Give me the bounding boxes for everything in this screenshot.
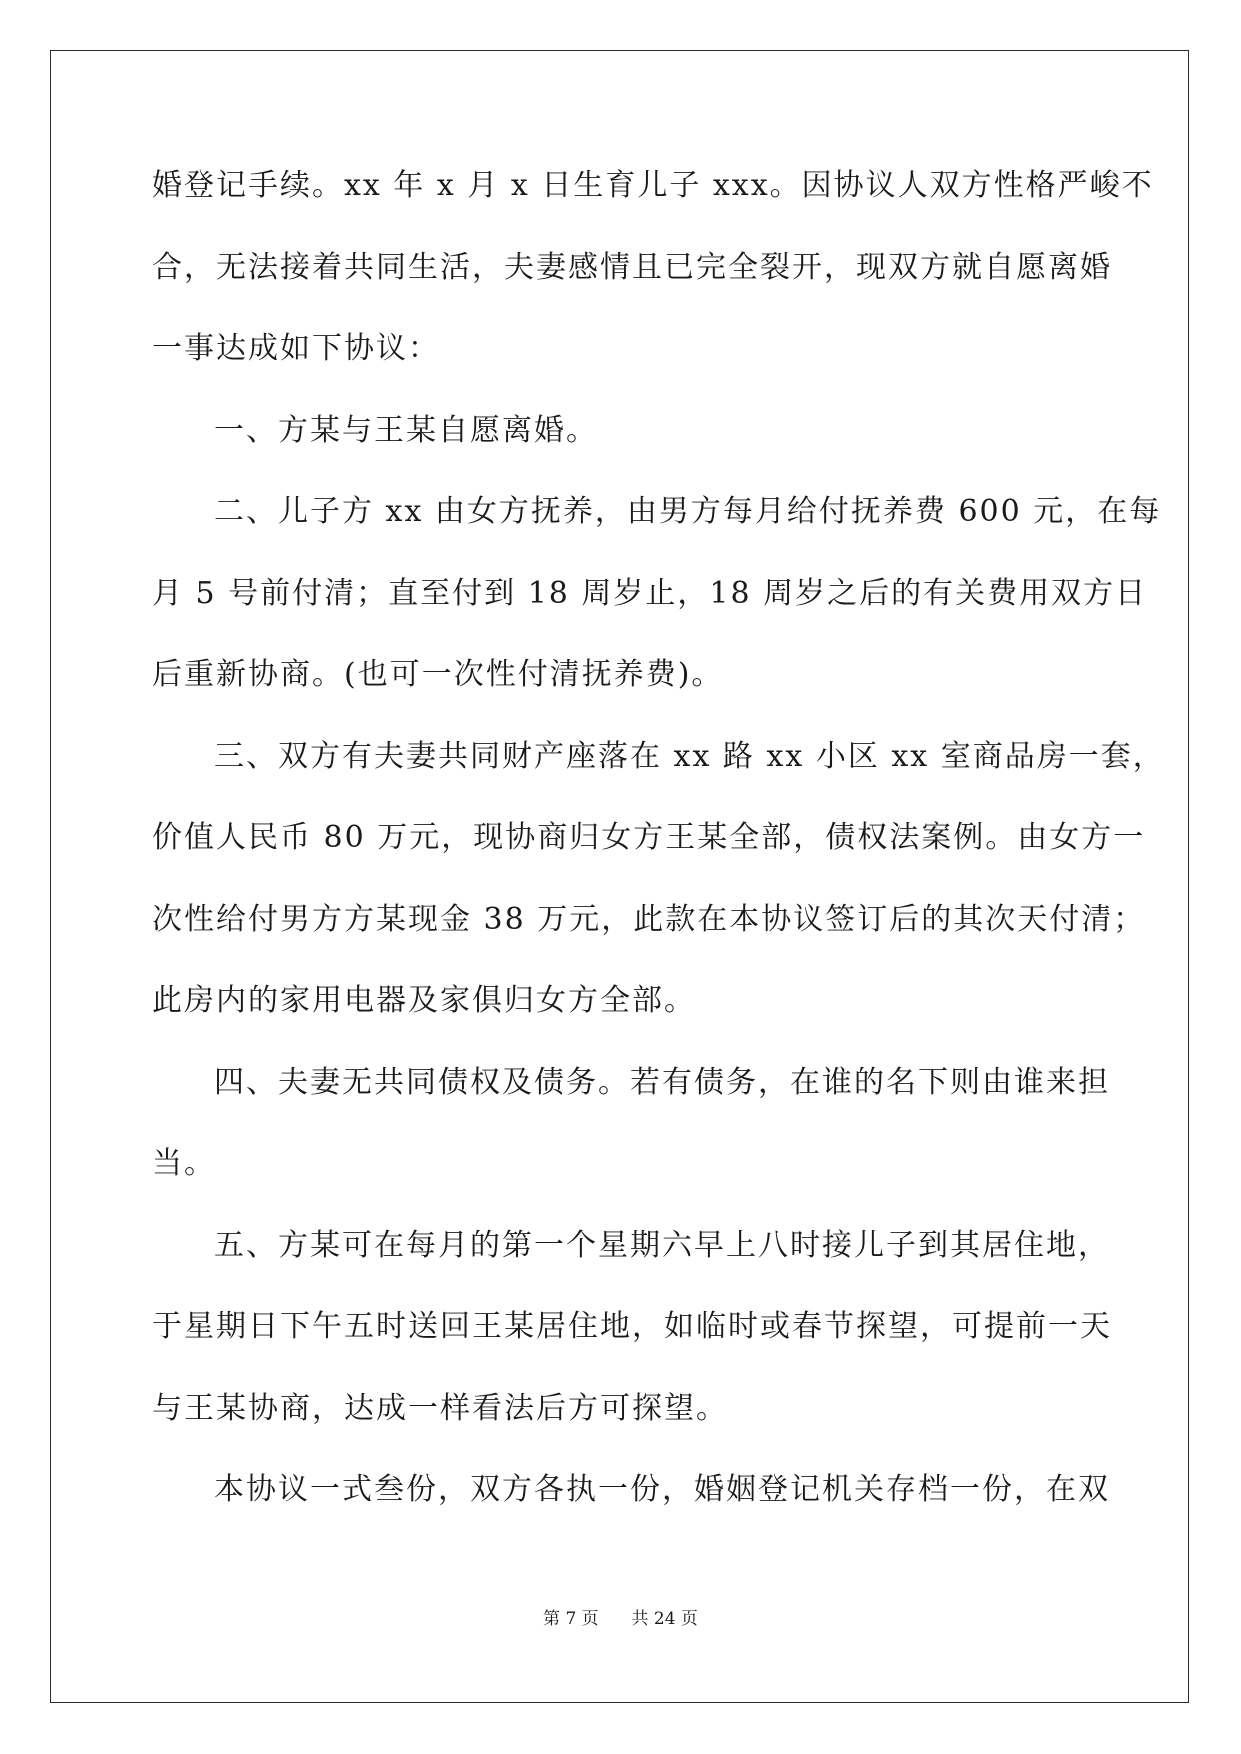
text-line: 月 5 号前付清；直至付到 18 周岁止，18 周岁之后的有关费用双方日 — [152, 575, 1148, 611]
text-line: 一、方某与王某自愿离婚。 — [214, 412, 598, 448]
text-line: 次性给付男方方某现金 38 万元，此款在本协议签订后的其次天付清； — [152, 901, 1146, 937]
text-line: 合，无法接着共同生活，夫妻感情且已完全裂开，现双方就自愿离婚 — [152, 249, 1112, 285]
text-line: 五、方某可在每月的第一个星期六早上八时接儿子到其居住地， — [214, 1227, 1110, 1263]
text-line: 当。 — [152, 1146, 216, 1181]
text-line: 后重新协商。(也可一次性付清抚养费)。 — [152, 657, 724, 692]
text-line: 与王某协商，达成一样看法后方可探望。 — [152, 1390, 728, 1426]
document-body — [152, 168, 1165, 1554]
text-line: 四、夫妻无共同债权及债务。若有债务，在谁的名下则由谁来担 — [214, 1064, 1110, 1100]
page-number: 第 7 页 — [543, 1609, 599, 1629]
text-line: 一事达成如下协议： — [152, 331, 440, 366]
text-line: 本协议一式叁份，双方各执一份，婚姻登记机关存档一份，在双 — [214, 1472, 1110, 1507]
text-line: 婚登记手续。xx 年 x 月 x 日生育儿子 xxx。因协议人双方性格严峻不 — [152, 168, 1154, 203]
page-total: 共 24 页 — [631, 1609, 698, 1629]
text-line: 于星期日下午五时送回王某居住地，如临时或春节探望，可提前一天 — [152, 1309, 1112, 1344]
text-line: 价值人民币 80 万元，现协商归女方王某全部，债权法案例。由女方一 — [152, 820, 1146, 855]
text-line: 二、儿子方 xx 由女方抚养，由男方每月给付抚养费 600 元，在每 — [214, 494, 1162, 529]
text-line: 三、双方有夫妻共同财产座落在 xx 路 xx 小区 xx 室商品房一套， — [214, 738, 1165, 774]
page-footer — [0, 1604, 1241, 1629]
text-line: 此房内的家用电器及家俱归女方全部。 — [152, 983, 696, 1018]
